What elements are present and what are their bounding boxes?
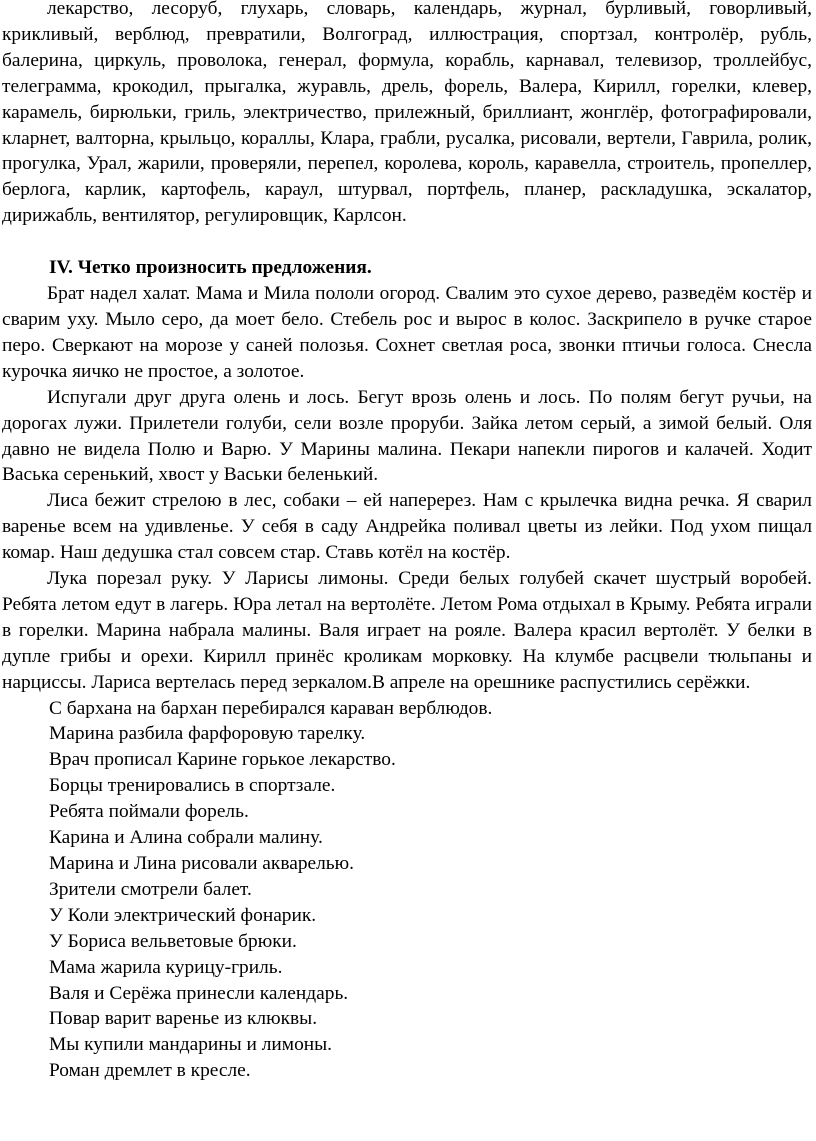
sentence-line: Валя и Серёжа принесли календарь. bbox=[49, 982, 349, 1004]
paragraph: Лиса бежит стрелою в лес, собаки – ей наперерез. Нам с крылечка видна речка. Я сварил варенье всем на удивленье. У себя в саду Андрейка поливал цветы из лейки. Под ухом пищал комар. Наш дедушка стал совсем стар. Ставь котёл на костёр. bbox=[2, 490, 812, 564]
sentence-line: Борцы тренировались в спортзале. bbox=[49, 775, 336, 797]
sentence-line: Карина и Алина собрали малину. bbox=[49, 827, 323, 849]
word-list-paragraph: лекарство, лесоруб, глухарь, словарь, календарь, журнал, бурливый, говорливый, крикливый, верблюд, превратили, Волгоград, иллюстрация, спортзал, контролёр, рубль, балерина, циркуль, проволока, генерал, формула, корабль, карнавал, телевизор, троллейбус, телеграмма, крокодил, прыгалка, журавль, дрель, форель, Валера, Кирилл, горелки, клевер, карамель, бирюльки, гриль, электричество, прилежный, бриллиант, жонглёр, фотографировали, кларнет, валторна, крыльцо, кораллы, Клара, грабли, русалка, рисовали, вертели, Гаврила, ролик, прогулка, Урал, жарили, проверяли, перепел, королева, король, каравелла, строитель, пропеллер, берлога, карлик, картофель, караул, штурвал, портфель, планер, раскладушка, эскалатор, дирижабль, вентилятор, регулировщик, Карлсон. bbox=[2, 0, 812, 227]
paragraph: Испугали друг друга олень и лось. Бегут врозь олень и лось. По полям бегут ручьи, на дорогах лужи. Прилетели голуби, сели возле проруби. Зайка летом серый, а зимой белый. Оля давно не видела Полю и Варю. У Марины малина. Пекари напекли пирогов и калачей. Ходит Васька серенький, хвост у Васьки беленький. bbox=[2, 386, 812, 486]
paragraph: Лука порезал руку. У Ларисы лимоны. Среди белых голубей скачет шустрый воробей. Ребята летом едут в лагерь. Юра летал на вертолёте. Летом Рома отдыхал в Крыму. Ребята играли в горелки. Марина набрала малины. Валя играет на рояле. Валера красил вертолёт. У белки в дупле грибы и орехи. Кирилл принёс кроликам морковку. На клумбе расцвели тюльпаны и нарциссы. Лариса вертелась перед зеркалом.В апреле на орешнике распустились серёжки. bbox=[2, 568, 812, 693]
paragraph: Брат надел халат. Мама и Мила пололи огород. Свалим это сухое дерево, разведём костёр и сварим уху. Мыло серо, да моет бело. Стебель рос и вырос в колос. Заскрипело в ручке старое перо. Сверкают на морозе у саней полозья. Сохнет светлая роса, звонки птичьи голоса. Снесла курочка яичко не простое, а золотое. bbox=[2, 283, 812, 382]
sentence-line: Марина и Лина рисовали акварелью. bbox=[49, 853, 354, 874]
sentence-line: Роман дремлет в кресле. bbox=[49, 1060, 251, 1082]
sentence-line: Повар варит варенье из клюквы. bbox=[49, 1008, 318, 1030]
sentence-line: С бархана на бархан перебирался караван верблюдов. bbox=[49, 697, 493, 719]
sentence-line: Мы купили мандарины и лимоны. bbox=[49, 1034, 333, 1056]
sentence-line: У Коли электрический фонарик. bbox=[49, 904, 317, 926]
sentence-line: Марина разбила фарфоровую тарелку. bbox=[49, 723, 366, 745]
sentence-line: Зрители смотрели балет. bbox=[49, 878, 252, 900]
sentence-line: Врач прописал Карине горькое лекарство. bbox=[49, 749, 396, 771]
section-spacer bbox=[2, 229, 812, 255]
sentence-line: Ребята поймали форель. bbox=[49, 801, 249, 823]
sentence-line: У Бориса вельветовые брюки. bbox=[49, 930, 297, 952]
sentence-line: Мама жарила курицу-гриль. bbox=[49, 956, 283, 978]
document-body bbox=[2, 0, 812, 1084]
section-heading: IV. Четко произносить предложения. bbox=[49, 257, 372, 279]
